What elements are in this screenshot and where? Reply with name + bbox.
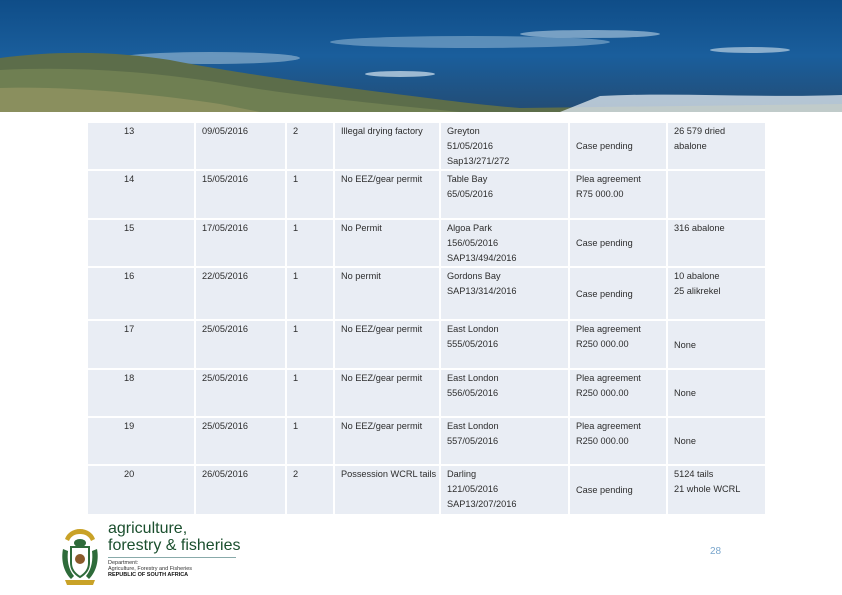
accused-count: 1 [286, 320, 334, 369]
case-number: 15 [87, 219, 195, 267]
location-case-ref: Greyton 51/05/2016 Sap13/271/272 [440, 122, 569, 170]
table-row [87, 122, 766, 170]
case-number: 18 [87, 369, 195, 417]
case-status: Plea agreement R75 000.00 [569, 170, 667, 219]
offence: No EEZ/gear permit [334, 320, 440, 369]
coat-of-arms-icon [55, 525, 105, 587]
items-seized: 10 abalone 25 alikrekel [667, 267, 766, 320]
logo-line-1: agriculture, [108, 520, 188, 537]
location-case-ref: Gordons Bay SAP13/314/2016 [440, 267, 569, 320]
accused-count: 1 [286, 219, 334, 267]
accused-count: 1 [286, 170, 334, 219]
case-status: Case pending [569, 122, 667, 170]
case-number: 13 [87, 122, 195, 170]
case-date: 09/05/2016 [195, 122, 286, 170]
case-status: Case pending [569, 219, 667, 267]
location-case-ref: East London 557/05/2016 [440, 417, 569, 465]
offence: No EEZ/gear permit [334, 369, 440, 417]
accused-count: 1 [286, 369, 334, 417]
page-number: 28 [710, 546, 722, 557]
case-number: 17 [87, 320, 195, 369]
location-case-ref: East London 556/05/2016 [440, 369, 569, 417]
case-status: Case pending [569, 267, 667, 320]
cases-table [86, 121, 767, 516]
case-status: Plea agreement R250 000.00 [569, 320, 667, 369]
header-coastal-photo [0, 0, 842, 112]
location-case-ref: Darling 121/05/2016 SAP13/207/2016 [440, 465, 569, 515]
table-row [87, 369, 766, 417]
offence: Possession WCRL tails [334, 465, 440, 515]
offence: No Permit [334, 219, 440, 267]
items-seized: 26 579 dried abalone [667, 122, 766, 170]
logo-line-2: forestry & fisheries [108, 537, 241, 554]
accused-count: 2 [286, 465, 334, 515]
case-date: 25/05/2016 [195, 417, 286, 465]
items-seized: None [667, 369, 766, 417]
offence: No EEZ/gear permit [334, 417, 440, 465]
logo-divider [108, 557, 236, 558]
table-row [87, 267, 766, 320]
items-seized [667, 170, 766, 219]
department-label: Department: [108, 560, 139, 566]
case-date: 25/05/2016 [195, 320, 286, 369]
accused-count: 1 [286, 417, 334, 465]
location-case-ref: Table Bay 65/05/2016 [440, 170, 569, 219]
case-number: 16 [87, 267, 195, 320]
offence: No EEZ/gear permit [334, 170, 440, 219]
case-number: 19 [87, 417, 195, 465]
table-row [87, 219, 766, 267]
case-status: Case pending [569, 465, 667, 515]
logo-wordmark [108, 521, 240, 579]
accused-count: 1 [286, 267, 334, 320]
department-name: Agriculture, Forestry and Fisheries [108, 566, 193, 572]
case-status: Plea agreement R250 000.00 [569, 369, 667, 417]
case-date: 25/05/2016 [195, 369, 286, 417]
case-number: 20 [87, 465, 195, 515]
location-case-ref: East London 555/05/2016 [440, 320, 569, 369]
case-date: 15/05/2016 [195, 170, 286, 219]
case-date: 17/05/2016 [195, 219, 286, 267]
case-date: 22/05/2016 [195, 267, 286, 320]
offence: Illegal drying factory [334, 122, 440, 170]
country-name: REPUBLIC OF SOUTH AFRICA [108, 572, 189, 578]
items-seized: None [667, 320, 766, 369]
location-case-ref: Algoa Park 156/05/2016 SAP13/494/2016 [440, 219, 569, 267]
items-seized: 5124 tails 21 whole WCRL [667, 465, 766, 515]
case-number: 14 [87, 170, 195, 219]
case-status: Plea agreement R250 000.00 [569, 417, 667, 465]
table-row [87, 170, 766, 219]
items-seized: None [667, 417, 766, 465]
accused-count: 2 [286, 122, 334, 170]
offence: No permit [334, 267, 440, 320]
table-row [87, 417, 766, 465]
items-seized: 316 abalone [667, 219, 766, 267]
table-row [87, 465, 766, 515]
case-date: 26/05/2016 [195, 465, 286, 515]
table-row [87, 320, 766, 369]
